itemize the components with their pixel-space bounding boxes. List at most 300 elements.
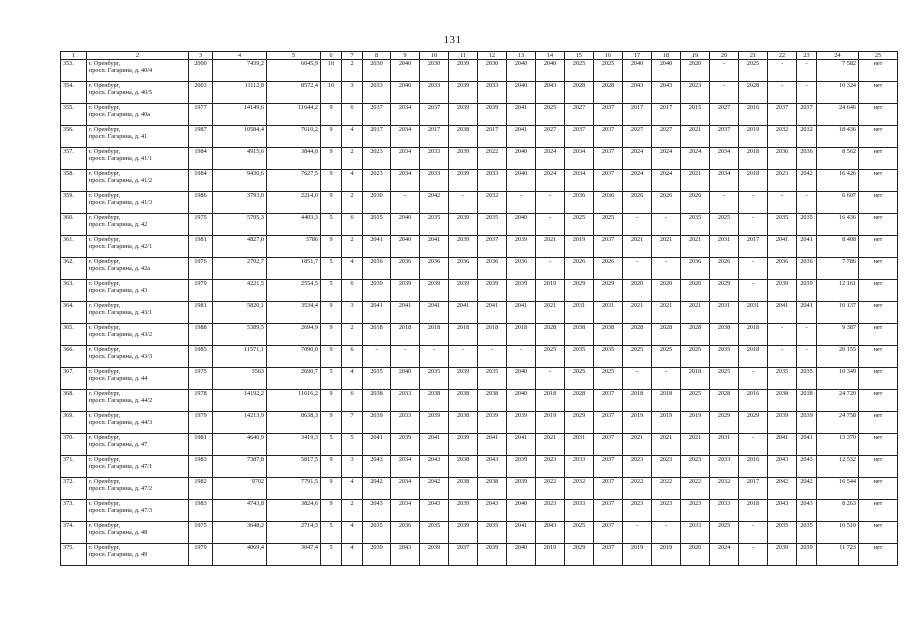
table-cell: 2025 xyxy=(623,346,652,368)
table-cell: 7090,0 xyxy=(267,346,321,368)
address-street: просп. Гагарина, д. 42 xyxy=(89,221,148,229)
table-cell: 9 xyxy=(321,346,342,368)
table-cell: - xyxy=(768,82,797,104)
table-cell: 2019 xyxy=(565,236,594,258)
table-cell: 2022 xyxy=(478,148,507,170)
table-cell: 2040 xyxy=(652,60,681,82)
header-cell: 21 xyxy=(739,52,768,60)
address-street: просп. Гагарина, д. 44/2 xyxy=(89,397,153,405)
header-cell: 2 xyxy=(87,52,189,60)
table-cell: 2029 xyxy=(565,280,594,302)
table-cell: - xyxy=(739,434,768,456)
table-cell: 5 xyxy=(321,214,342,236)
table-cell: 2031 xyxy=(565,302,594,324)
address-street: просп. Гагарина, д. 41/3 xyxy=(89,199,153,207)
table-cell: - xyxy=(797,346,817,368)
table-cell: 2039 xyxy=(507,412,536,434)
header-cell: 20 xyxy=(710,52,739,60)
table-cell: - xyxy=(739,280,768,302)
table-cell: нет xyxy=(859,280,898,302)
address-cell xyxy=(87,82,189,104)
address-city: г. Оренбург, xyxy=(89,104,121,112)
table-cell: 8 562 xyxy=(817,148,859,170)
table-cell: 1981 xyxy=(189,434,213,456)
address-city: г. Оренбург, xyxy=(89,148,121,156)
table-cell: 11571,1 xyxy=(213,346,267,368)
table-cell: 2029 xyxy=(565,412,594,434)
table-cell: 2039 xyxy=(449,500,478,522)
table-cell: - xyxy=(797,192,817,214)
table-cell: 2037 xyxy=(594,126,623,148)
table-cell: 2035 xyxy=(768,522,797,544)
table-cell: 2035 xyxy=(363,368,391,390)
address-street: просп. Гагарина, д. 47 xyxy=(89,441,148,449)
table-cell: 2018 xyxy=(739,346,768,368)
address-cell xyxy=(87,60,189,82)
table-cell: 2023 xyxy=(363,148,391,170)
table-cell: - xyxy=(710,192,739,214)
address-cell xyxy=(87,148,189,170)
table-cell: 2034 xyxy=(391,148,420,170)
table-cell: 24 758 xyxy=(817,412,859,434)
table-cell: 2039 xyxy=(507,478,536,500)
table-cell: 9 xyxy=(321,324,342,346)
table-cell: 4640,9 xyxy=(213,434,267,456)
table-cell: 2019 xyxy=(652,544,681,566)
table-cell: 6 xyxy=(342,104,363,126)
table-cell: 10 xyxy=(321,60,342,82)
table-cell: 2039 xyxy=(363,412,391,434)
table-cell: 2025 xyxy=(710,522,739,544)
table-cell: 2043 xyxy=(768,500,797,522)
table-cell: 2041 xyxy=(507,126,536,148)
table-cell: 2018 xyxy=(478,324,507,346)
table-cell: 2024 xyxy=(681,148,710,170)
table-cell: 2021 xyxy=(681,236,710,258)
table-cell: нет xyxy=(859,412,898,434)
table-cell: 2033 xyxy=(710,456,739,478)
table-cell: 2019 xyxy=(536,412,565,434)
table-row xyxy=(61,236,898,258)
table-cell: 9 xyxy=(321,104,342,126)
table-cell: 4 xyxy=(342,368,363,390)
table-cell: 1979 xyxy=(189,280,213,302)
table-cell: 2024 xyxy=(623,148,652,170)
table-cell: 2 xyxy=(342,148,363,170)
table-cell: 2034 xyxy=(391,126,420,148)
table-cell: 2034 xyxy=(391,170,420,192)
table-cell: 2027 xyxy=(710,104,739,126)
table-cell: 6 xyxy=(342,280,363,302)
address-street: просп. Гагарина, д. 40/4 xyxy=(89,67,153,75)
table-cell: 9 xyxy=(321,456,342,478)
table-cell: 2039 xyxy=(478,544,507,566)
header-cell: 7 xyxy=(342,52,363,60)
table-cell: 8 408 xyxy=(817,236,859,258)
table-cell: 2025 xyxy=(681,346,710,368)
address-cell xyxy=(87,280,189,302)
address-street: просп. Гагарина, д. 41/1 xyxy=(89,155,153,163)
table-cell: 2034 xyxy=(391,478,420,500)
table-cell: 2030 xyxy=(363,192,391,214)
table-cell: 2041 xyxy=(768,302,797,324)
table-cell: 2026 xyxy=(681,192,710,214)
table-cell: 8638,3 xyxy=(267,412,321,434)
table-cell: 2039 xyxy=(449,434,478,456)
header-cell: 3 xyxy=(189,52,213,60)
table-row xyxy=(61,104,898,126)
row-number: 369. xyxy=(61,412,87,434)
table-cell: 2037 xyxy=(594,544,623,566)
address-street: просп. Гагарина, д. 43/1 xyxy=(89,309,153,317)
table-cell: 5 xyxy=(342,434,363,456)
header-cell: 6 xyxy=(321,52,342,60)
table-cell: 4915,6 xyxy=(213,148,267,170)
table-cell: 2039 xyxy=(449,214,478,236)
table-cell: 2022 xyxy=(652,478,681,500)
table-cell: нет xyxy=(859,192,898,214)
table-cell: 2018 xyxy=(449,324,478,346)
table-cell: - xyxy=(797,82,817,104)
header-cell: 13 xyxy=(507,52,536,60)
table-cell: 2025 xyxy=(565,214,594,236)
table-cell: 2041 xyxy=(420,434,449,456)
table-cell: 2 xyxy=(342,324,363,346)
table-cell: 2034 xyxy=(710,170,739,192)
table-cell: 2041 xyxy=(797,302,817,324)
table-cell: 2041 xyxy=(478,434,507,456)
table-cell: 1979 xyxy=(189,412,213,434)
table-cell: 9 xyxy=(321,170,342,192)
table-cell: 2032 xyxy=(710,478,739,500)
table-cell: 9 xyxy=(321,148,342,170)
table-cell: 2026 xyxy=(710,258,739,280)
address-cell xyxy=(87,456,189,478)
table-cell: 1975 xyxy=(189,368,213,390)
table-cell: 10584,4 xyxy=(213,126,267,148)
table-cell: 2 xyxy=(342,60,363,82)
row-number: 365. xyxy=(61,324,87,346)
table-cell: 4069,4 xyxy=(213,544,267,566)
table-cell: 2037 xyxy=(594,148,623,170)
table-cell: 2019 xyxy=(623,544,652,566)
table-cell: 2028 xyxy=(710,390,739,412)
table-cell: 2024 xyxy=(623,170,652,192)
table-cell: 7791,5 xyxy=(267,478,321,500)
address-street: просп. Гагарина, д. 43 xyxy=(89,287,148,295)
table-cell: 2033 xyxy=(420,148,449,170)
table-cell: 2019 xyxy=(681,412,710,434)
table-cell: 2025 xyxy=(536,346,565,368)
table-cell: 2024 xyxy=(536,170,565,192)
address-street: просп. Гагарина, д. 47/3 xyxy=(89,507,153,515)
table-cell: 6 607 xyxy=(817,192,859,214)
address-cell xyxy=(87,478,189,500)
table-cell: 2037 xyxy=(594,412,623,434)
table-cell: 2035 xyxy=(363,522,391,544)
table-cell: - xyxy=(739,544,768,566)
table-cell: - xyxy=(536,368,565,390)
table-cell: 2032 xyxy=(478,192,507,214)
table-cell: 4743,8 xyxy=(213,500,267,522)
table-cell: 2040 xyxy=(507,170,536,192)
table-cell: 5705,3 xyxy=(213,214,267,236)
table-cell: нет xyxy=(859,104,898,126)
table-cell: - xyxy=(652,258,681,280)
table-cell: 2020 xyxy=(681,544,710,566)
table-cell: 2039 xyxy=(768,280,797,302)
address-city: г. Оренбург, xyxy=(89,192,121,200)
table-cell: 13 370 xyxy=(817,434,859,456)
table-cell: 2714,3 xyxy=(267,522,321,544)
table-cell: 2028 xyxy=(565,82,594,104)
table-cell: 2042 xyxy=(797,478,817,500)
address-cell xyxy=(87,522,189,544)
address-cell xyxy=(87,544,189,566)
table-row xyxy=(61,478,898,500)
table-cell: 2037 xyxy=(594,478,623,500)
table-cell: 2017 xyxy=(420,126,449,148)
table-cell: 2036 xyxy=(797,148,817,170)
table-cell: 2021 xyxy=(681,170,710,192)
header-cell: 19 xyxy=(681,52,710,60)
table-row xyxy=(61,390,898,412)
table-cell: 1981 xyxy=(189,236,213,258)
table-cell: 2017 xyxy=(739,478,768,500)
table-cell: 2043 xyxy=(768,456,797,478)
table-row xyxy=(61,544,898,566)
table-cell: 2019 xyxy=(739,126,768,148)
table-cell: 2038 xyxy=(710,324,739,346)
table-cell: 2033 xyxy=(565,500,594,522)
table-cell: 2038 xyxy=(449,126,478,148)
row-number: 372. xyxy=(61,478,87,500)
table-cell: 2037 xyxy=(594,236,623,258)
table-cell: 2017 xyxy=(652,104,681,126)
table-cell: - xyxy=(710,60,739,82)
table-cell: 2035 xyxy=(797,522,817,544)
table-cell: 24 646 xyxy=(817,104,859,126)
table-cell: 2033 xyxy=(710,500,739,522)
table-cell: 2036 xyxy=(449,258,478,280)
table-cell: 2039 xyxy=(449,104,478,126)
table-cell: 2026 xyxy=(623,192,652,214)
table-cell: 2037 xyxy=(420,104,449,126)
table-cell: 1976 xyxy=(189,258,213,280)
table-cell: 2019 xyxy=(536,280,565,302)
table-cell: 2033 xyxy=(391,390,420,412)
table-cell: 2029 xyxy=(710,280,739,302)
table-cell: 5 xyxy=(321,280,342,302)
table-cell: 2018 xyxy=(363,324,391,346)
table-cell: 2027 xyxy=(623,126,652,148)
table-cell: 1975 xyxy=(189,214,213,236)
table-cell: 4 xyxy=(342,478,363,500)
table-cell: нет xyxy=(859,302,898,324)
table-cell: 5 xyxy=(321,258,342,280)
table-cell: 2042 xyxy=(797,170,817,192)
table-cell: 9 387 xyxy=(817,324,859,346)
table-row xyxy=(61,148,898,170)
table-cell: 2040 xyxy=(391,368,420,390)
table-cell: 2043 xyxy=(652,82,681,104)
address-city: г. Оренбург, xyxy=(89,302,121,310)
table-cell: 2027 xyxy=(565,104,594,126)
table-cell: 2041 xyxy=(768,236,797,258)
table-cell: нет xyxy=(859,258,898,280)
table-cell: 2041 xyxy=(391,302,420,324)
row-number: 370. xyxy=(61,434,87,456)
address-street: просп. Гагарина, д. 47/2 xyxy=(89,485,153,493)
table-cell: 3534,4 xyxy=(267,302,321,324)
address-street: просп. Гагарина, д. 40а xyxy=(89,111,150,119)
table-cell: 1851,7 xyxy=(267,258,321,280)
table-cell: 2021 xyxy=(652,236,681,258)
table-cell: 2020 xyxy=(623,280,652,302)
table-cell: 2039 xyxy=(449,522,478,544)
table-cell: 2037 xyxy=(797,104,817,126)
table-cell: нет xyxy=(859,324,898,346)
table-row xyxy=(61,368,898,390)
address-street: просп. Гагарина, д. 44/3 xyxy=(89,419,153,427)
table-cell: нет xyxy=(859,60,898,82)
table-cell: 2025 xyxy=(710,368,739,390)
table-cell: 1975 xyxy=(189,522,213,544)
table-cell: 2000 xyxy=(189,60,213,82)
table-cell: 16 436 xyxy=(817,214,859,236)
table-cell: 2040 xyxy=(507,148,536,170)
row-number: 355. xyxy=(61,104,87,126)
table-cell: 11616,2 xyxy=(267,390,321,412)
table-cell: 2036 xyxy=(420,258,449,280)
table-cell: 2029 xyxy=(594,280,623,302)
table-cell: 7 582 xyxy=(817,60,859,82)
table-cell: 3 xyxy=(342,302,363,324)
table-cell: 14213,9 xyxy=(213,412,267,434)
table-cell: 2037 xyxy=(449,544,478,566)
table-cell: 2020 xyxy=(681,60,710,82)
page-number: 131 xyxy=(443,34,462,46)
table-cell: 2035 xyxy=(363,214,391,236)
table-cell: 2035 xyxy=(594,346,623,368)
row-number: 375. xyxy=(61,544,87,566)
table-cell: 6 xyxy=(342,346,363,368)
table-cell: 2038 xyxy=(449,478,478,500)
table-cell: - xyxy=(536,214,565,236)
table-cell: 2043 xyxy=(623,82,652,104)
table-cell: 16 426 xyxy=(817,170,859,192)
table-cell: 2035 xyxy=(478,522,507,544)
table-cell: 14149,6 xyxy=(213,104,267,126)
table-row xyxy=(61,522,898,544)
header-cell: 10 xyxy=(420,52,449,60)
header-cell: 9 xyxy=(391,52,420,60)
table-cell: 2018 xyxy=(739,170,768,192)
table-cell: 2040 xyxy=(507,82,536,104)
table-cell: нет xyxy=(859,434,898,456)
table-cell: 2021 xyxy=(681,126,710,148)
table-cell: 2042 xyxy=(420,478,449,500)
table-cell: 7387,8 xyxy=(213,456,267,478)
table-cell: 3419,3 xyxy=(267,434,321,456)
table-cell: 2023 xyxy=(652,456,681,478)
table-cell: 1982 xyxy=(189,478,213,500)
table-cell: 2036 xyxy=(797,258,817,280)
table-cell: 2032 xyxy=(797,126,817,148)
table-cell: нет xyxy=(859,346,898,368)
table-cell: 2 xyxy=(342,500,363,522)
table-cell: 14192,2 xyxy=(213,390,267,412)
table-cell: 2018 xyxy=(739,148,768,170)
table-cell: 2033 xyxy=(478,82,507,104)
table-cell: 2034 xyxy=(391,500,420,522)
table-cell: 2023 xyxy=(681,456,710,478)
table-cell: 2038 xyxy=(449,412,478,434)
table-cell: 2040 xyxy=(507,60,536,82)
table-cell: 2035 xyxy=(420,214,449,236)
table-cell: 2034 xyxy=(391,456,420,478)
address-cell xyxy=(87,214,189,236)
table-cell: 10 324 xyxy=(817,82,859,104)
table-cell: 1979 xyxy=(189,544,213,566)
table-cell: 2035 xyxy=(797,214,817,236)
table-cell: нет xyxy=(859,500,898,522)
table-cell: 9 xyxy=(321,302,342,324)
address-city: г. Оренбург, xyxy=(89,500,121,508)
table-cell: 6045,9 xyxy=(267,60,321,82)
table-cell: 9 xyxy=(321,126,342,148)
table-cell: 2040 xyxy=(391,214,420,236)
table-cell: 2025 xyxy=(565,60,594,82)
table-cell: 2021 xyxy=(623,302,652,324)
row-number: 366. xyxy=(61,346,87,368)
table-cell: 2214,0 xyxy=(267,192,321,214)
table-row xyxy=(61,500,898,522)
address-street: просп. Гагарина, д. 41/2 xyxy=(89,177,153,185)
table-cell: 2018 xyxy=(652,390,681,412)
table-cell: 2043 xyxy=(536,82,565,104)
table-cell: 2038 xyxy=(594,324,623,346)
table-cell: 3 xyxy=(342,456,363,478)
table-cell: нет xyxy=(859,478,898,500)
table-cell: 2036 xyxy=(594,192,623,214)
table-cell: 2023 xyxy=(623,500,652,522)
table-cell: 2037 xyxy=(478,236,507,258)
table-cell: 2039 xyxy=(391,434,420,456)
address-cell xyxy=(87,390,189,412)
table-cell: 1987 xyxy=(189,126,213,148)
address-city: г. Оренбург, xyxy=(89,324,121,332)
table-cell: 2040 xyxy=(507,500,536,522)
table-cell: 2024 xyxy=(652,170,681,192)
table-cell: 2025 xyxy=(681,390,710,412)
table-cell: 2041 xyxy=(478,302,507,324)
table-cell: 2025 xyxy=(594,214,623,236)
table-cell: 2038 xyxy=(363,390,391,412)
table-cell: 2033 xyxy=(420,170,449,192)
table-cell: 2031 xyxy=(565,434,594,456)
row-number: 353. xyxy=(61,60,87,82)
address-city: г. Оренбург, xyxy=(89,236,121,244)
table-cell: 1983 xyxy=(189,456,213,478)
address-city: г. Оренбург, xyxy=(89,214,121,222)
table-cell: 2041 xyxy=(363,302,391,324)
table-cell: 2040 xyxy=(507,214,536,236)
table-cell: 2036 xyxy=(507,258,536,280)
table-cell: 2036 xyxy=(768,258,797,280)
address-city: г. Оренбург, xyxy=(89,434,121,442)
table-cell: 12 532 xyxy=(817,456,859,478)
